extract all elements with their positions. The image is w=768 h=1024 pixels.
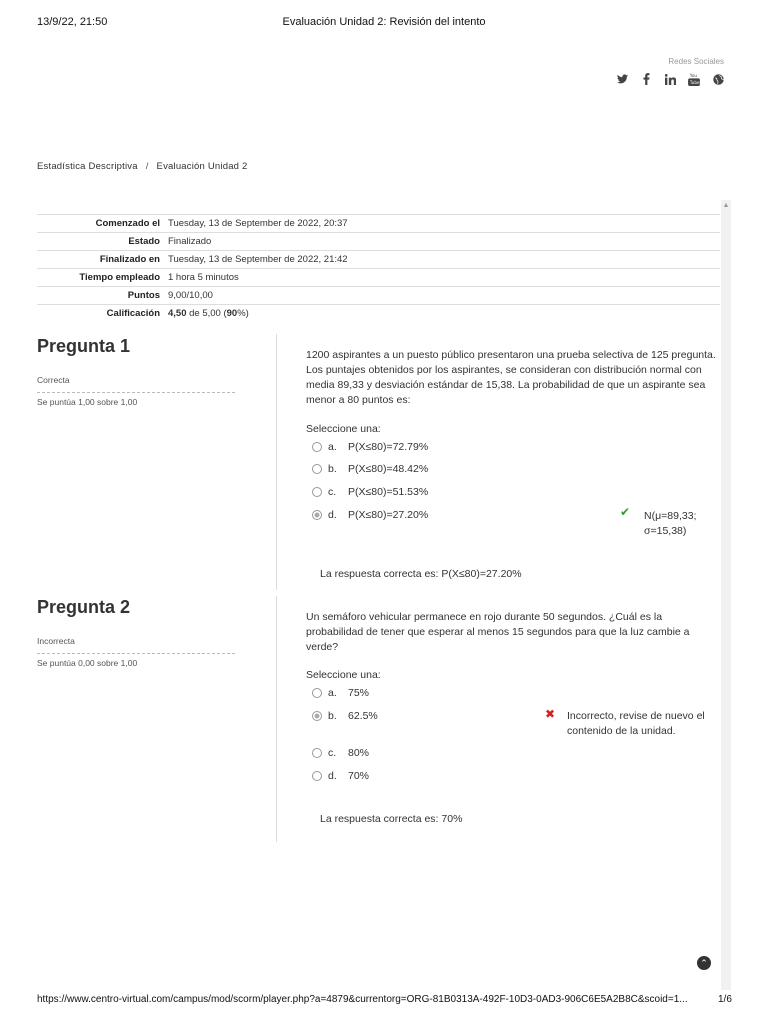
question-1-select-label: Seleccione una: — [306, 423, 381, 435]
summary-label: Puntos — [37, 287, 164, 305]
chevron-up-icon: ⌃ — [700, 958, 708, 968]
linkedin-icon[interactable] — [664, 72, 676, 86]
option-text: 80% — [348, 747, 370, 759]
youtube-icon[interactable] — [688, 72, 700, 86]
attempt-summary-table — [37, 214, 720, 322]
radio-button[interactable] — [312, 771, 322, 781]
summary-value: Finalizado — [164, 233, 720, 251]
svg-text:You: You — [689, 72, 697, 78]
breadcrumb-separator: / — [145, 161, 149, 172]
globe-icon[interactable] — [712, 72, 724, 86]
question-2-status: Incorrecta — [37, 636, 75, 646]
summary-row-points — [37, 287, 720, 305]
summary-value — [164, 305, 720, 323]
question-1-title: Pregunta 1 — [37, 336, 131, 356]
summary-label: Comenzado el — [37, 215, 164, 233]
summary-row-state — [37, 233, 720, 251]
summary-row-started — [37, 215, 720, 233]
summary-row-grade — [37, 305, 720, 323]
radio-button[interactable] — [312, 487, 322, 497]
question-1-text: 1200 aspirantes a un puesto público presentaron una prueba selectiva de 125 pregunta. Los puntajes obtenidos por los aspirantes, se consideran con distribución normal con media 89,33 y desviación estándar de 15,38. La probabilidad de que un aspirante sea menor a 80 puntos es: — [306, 349, 716, 406]
breadcrumb-item-quiz[interactable]: Evaluación Unidad 2 — [156, 161, 248, 172]
question-1-feedback: N(μ=89,33; σ=15,38) — [644, 510, 697, 537]
option-text: P(X≤80)=27.20% — [348, 509, 429, 521]
option-letter: d. — [328, 509, 337, 521]
question-2-option-b[interactable] — [312, 710, 378, 722]
print-url: https://www.centro-virtual.com/campus/mod/scorm/player.php?a=4879&currentorg=ORG-81B0313A-492F-10D3-0AD3-906C6E5A2B8C&scoid=1... — [37, 994, 688, 1005]
option-text: 62.5% — [348, 710, 378, 722]
grade-percent-suffix: %) — [237, 308, 249, 319]
facebook-icon[interactable] — [640, 72, 652, 86]
radio-button[interactable] — [312, 464, 322, 474]
option-text: P(X≤80)=48.42% — [348, 463, 429, 475]
summary-label: Estado — [37, 233, 164, 251]
radio-button-selected[interactable] — [312, 711, 322, 721]
summary-value: Tuesday, 13 de September de 2022, 21:42 — [164, 251, 720, 269]
option-letter: d. — [328, 770, 337, 782]
svg-text:Tube: Tube — [689, 79, 700, 85]
option-text: 75% — [348, 687, 370, 699]
option-text: 70% — [348, 770, 370, 782]
print-page-number: 1/6 — [718, 994, 732, 1005]
grade-percent: 90 — [226, 308, 238, 319]
question-2-text: Un semáforo vehicular permanece en rojo durante 50 segundos. ¿Cuál es la probabilidad de tener que esperar al menos 15 segundos para que la luz cambie a verde? — [306, 611, 690, 653]
option-letter: c. — [328, 486, 337, 498]
option-letter: c. — [328, 747, 337, 759]
question-1-option-d[interactable] — [312, 509, 428, 521]
twitter-icon[interactable] — [616, 72, 628, 86]
question-1-option-b[interactable] — [312, 463, 428, 475]
question-2-option-d[interactable] — [312, 770, 369, 782]
option-letter: b. — [328, 463, 337, 475]
summary-value: 1 hora 5 minutos — [164, 269, 720, 287]
social-label: Redes Sociales — [668, 57, 724, 66]
breadcrumb — [37, 161, 248, 172]
print-datetime: 13/9/22, 21:50 — [37, 16, 108, 28]
question-2-score: Se puntúa 0,00 sobre 1,00 — [37, 658, 138, 668]
question-2-title: Pregunta 2 — [37, 597, 131, 617]
summary-label: Finalizado en — [37, 251, 164, 269]
radio-button-selected[interactable] — [312, 510, 322, 520]
question-2-option-a[interactable] — [312, 687, 369, 699]
question-2-meta-divider — [37, 653, 235, 654]
question-2-select-label: Seleccione una: — [306, 669, 381, 681]
radio-button[interactable] — [312, 442, 322, 452]
question-1-score: Se puntúa 1,00 sobre 1,00 — [37, 397, 138, 407]
check-icon: ✔ — [620, 505, 631, 519]
summary-row-finished — [37, 251, 720, 269]
option-letter: b. — [328, 710, 337, 722]
summary-label: Tiempo empleado — [37, 269, 164, 287]
question-2-divider — [276, 596, 277, 842]
question-1-divider — [276, 334, 277, 590]
scroll-up-arrow-icon[interactable]: ▲ — [722, 202, 730, 209]
radio-button[interactable] — [312, 748, 322, 758]
social-icons — [616, 72, 724, 86]
summary-label: Calificación — [37, 305, 164, 323]
print-title: Evaluación Unidad 2: Revisión del intento — [282, 16, 486, 28]
grade-value: 4,50 — [168, 308, 187, 319]
grade-out-of: de 5,00 ( — [186, 308, 227, 319]
option-letter: a. — [328, 441, 337, 453]
summary-value: Tuesday, 13 de September de 2022, 20:37 — [164, 215, 720, 233]
option-text: P(X≤80)=51.53% — [348, 486, 429, 498]
close-icon: ✖ — [545, 707, 556, 721]
question-1-option-c[interactable] — [312, 486, 428, 498]
radio-button[interactable] — [312, 688, 322, 698]
scroll-to-top-button[interactable] — [697, 956, 711, 970]
option-text: P(X≤80)=72.79% — [348, 441, 429, 453]
question-2-option-c[interactable] — [312, 747, 369, 759]
question-1-status: Correcta — [37, 375, 70, 385]
question-2-correct-answer: La respuesta correcta es: 70% — [320, 813, 463, 825]
question-1-option-a[interactable] — [312, 441, 428, 453]
question-1-correct-answer: La respuesta correcta es: P(X≤80)=27.20% — [320, 568, 522, 580]
question-1-meta-divider — [37, 392, 235, 393]
summary-row-time — [37, 269, 720, 287]
summary-value: 9,00/10,00 — [164, 287, 720, 305]
scrollbar[interactable] — [721, 200, 731, 990]
question-2-feedback: Incorrecto, revise de nuevo el contenido de la unidad. — [567, 710, 705, 737]
breadcrumb-item-course[interactable]: Estadística Descriptiva — [37, 161, 138, 172]
option-letter: a. — [328, 687, 337, 699]
